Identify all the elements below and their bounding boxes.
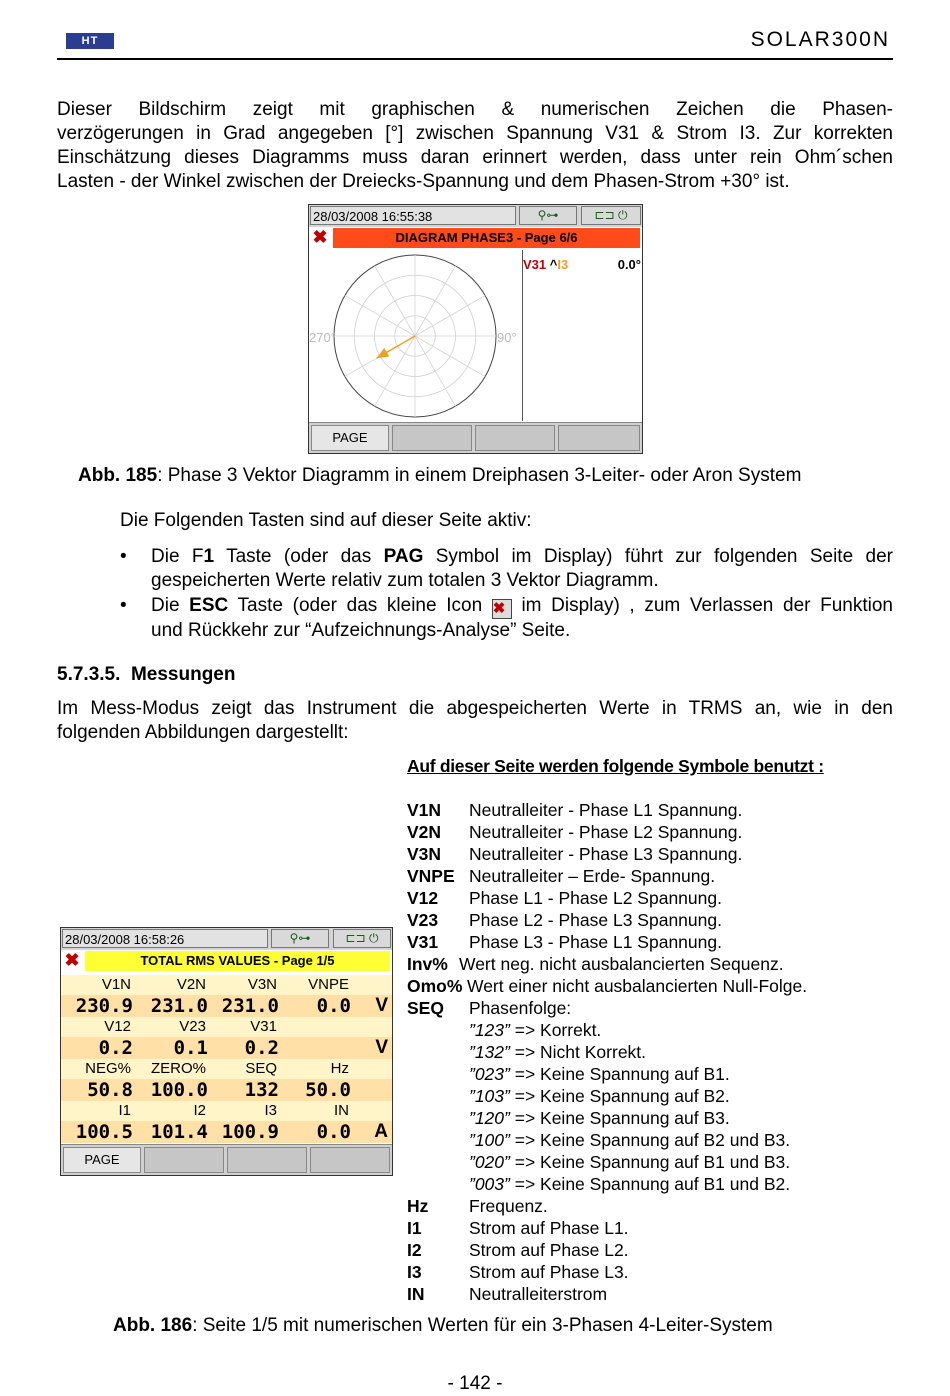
symbol-row (407, 1173, 887, 1195)
rms-label: Hz (330, 1060, 349, 1077)
function-bar (309, 422, 642, 453)
caption-186-text: : Seite 1/5 mit numerischen Werten für ein 3-Phasen 4-Leiter-System (192, 1315, 773, 1336)
rms-value: 231.0 (150, 995, 208, 1017)
rms-label: NEG% (85, 1060, 131, 1077)
section-heading (57, 663, 235, 687)
grid-spoke (375, 266, 416, 336)
f4-button[interactable] (558, 425, 640, 451)
label-90: 90° (497, 330, 517, 345)
close-icon[interactable]: ✖ (62, 951, 82, 970)
polar-diagram (309, 250, 522, 421)
symbol-description: Phase L3 - Phase L1 Spannung. (469, 932, 722, 952)
angle-readout (523, 257, 641, 272)
caption-186-number: Abb. 186 (113, 1315, 193, 1336)
logo-text: HT (81, 35, 99, 47)
intro-line: Dieser Bildschirm zeigt mit graphischen & numerischen Zeichen die Phasen- (57, 99, 893, 120)
f1-page-button[interactable]: PAGE (63, 1147, 141, 1173)
rms-value: 0.0 (316, 995, 351, 1017)
symbols-heading: Auf dieser Seite werden folgende Symbole benutzt : (407, 756, 824, 776)
symbol-row (407, 865, 887, 887)
f3-button[interactable] (475, 425, 555, 451)
bullet-dot: • (120, 546, 127, 567)
keys-intro: Die Folgenden Tasten sind auf dieser Seite aktiv: (120, 510, 532, 531)
symbol-row (407, 843, 887, 865)
rms-value: 50.0 (305, 1079, 351, 1101)
angle-sep: ^ (549, 257, 558, 272)
intro-line: Einschätzung dieses Diagramms muss daran erinnert werden, dass unter rein Ohm´schen (57, 147, 893, 168)
seq-code: ”103” (469, 1086, 510, 1106)
rms-label: V31 (250, 1018, 277, 1035)
symbol-row (407, 1041, 887, 1063)
rms-value-row (61, 1121, 392, 1143)
symbol-row (407, 1151, 887, 1173)
symbol-description (469, 1173, 790, 1195)
title-bar (309, 227, 642, 249)
intro-line: verzögerungen in Grad angegeben [°] zwischen Spannung V31 & Strom I3. Zur korrekten (57, 123, 893, 144)
probe-icon: ⚲⊶ (271, 929, 329, 948)
rms-label: I2 (193, 1102, 206, 1119)
section-paragraph (57, 697, 893, 745)
seq-meaning: => Keine Spannung auf B3. (509, 1108, 730, 1128)
symbol-code: I2 (407, 1240, 422, 1260)
f2-button[interactable] (392, 425, 472, 451)
rms-value-row (61, 1079, 392, 1101)
voltage-label: V31 (523, 257, 547, 272)
seq-code: ”023” (469, 1064, 510, 1084)
symbol-row (407, 953, 887, 975)
symbol-description: Wert einer nicht ausbalancierten Null-Folge. (467, 976, 808, 996)
screen-title: DIAGRAM PHASE3 - Page 6/6 (333, 228, 640, 248)
rms-value: 0.2 (244, 1037, 279, 1059)
device-screen-rms-values (60, 927, 393, 1176)
model-name: SOLAR300N (750, 28, 890, 51)
symbol-code: SEQ (407, 998, 444, 1018)
rms-label: V23 (179, 1018, 206, 1035)
seq-code: ”003” (469, 1174, 510, 1194)
caption-185-text: : Phase 3 Vektor Diagramm in einem Dreiphasen 3-Leiter- oder Aron System (157, 465, 802, 486)
symbol-description (469, 1129, 790, 1151)
rms-label: V1N (101, 976, 131, 993)
screen-title: TOTAL RMS VALUES - Page 1/5 (85, 951, 390, 971)
symbol-code: I3 (407, 1262, 422, 1282)
caption-185 (78, 464, 898, 488)
symbol-code: V1N (407, 800, 442, 820)
device-screen-phase-diagram (308, 204, 643, 454)
angle-value: 0.0° (617, 257, 641, 272)
bullet-item (120, 594, 893, 643)
seq-meaning: => Nicht Korrekt. (509, 1042, 647, 1062)
symbol-code: V12 (407, 888, 439, 908)
rms-label: ZERO% (150, 1060, 206, 1077)
rms-label: I3 (264, 1102, 277, 1119)
page-number: - 142 - (447, 1373, 503, 1394)
seq-meaning: => Keine Spannung auf B1 und B3. (509, 1152, 791, 1172)
symbol-description: Wert neg. nicht ausbalancierten Sequenz. (459, 954, 784, 974)
header-rule (57, 58, 893, 60)
rms-unit: A (374, 1121, 388, 1142)
symbol-code: VNPE (407, 866, 455, 886)
symbol-code: Inv% (407, 954, 448, 974)
seq-meaning: => Keine Spannung auf B1 und B2. (509, 1174, 791, 1194)
grid-spoke (415, 336, 485, 377)
close-icon[interactable]: ✖ (310, 228, 330, 247)
symbol-code: Hz (407, 1196, 429, 1216)
status-bar (309, 205, 642, 227)
symbol-code: V23 (407, 910, 439, 930)
seq-meaning: => Keine Spannung auf B1. (509, 1064, 730, 1084)
section-para-line: Im Mess-Modus zeigt das Instrument die abgespeicherten Werte in TRMS an, wie in den (57, 698, 893, 719)
rms-unit: V (375, 995, 388, 1016)
rms-label: V3N (247, 976, 277, 993)
symbol-row (407, 1063, 887, 1085)
rms-value: 0.1 (173, 1037, 208, 1059)
rms-value: 100.5 (75, 1121, 133, 1143)
rms-label-row (61, 1101, 392, 1121)
symbol-description: Neutralleiterstrom (469, 1284, 608, 1304)
symbol-row (407, 1129, 887, 1151)
symbol-row (407, 1085, 887, 1107)
symbol-row (407, 975, 887, 997)
intro-paragraph (57, 98, 893, 194)
symbol-description: Phasenfolge: (469, 998, 572, 1018)
bullet-line: Die F1 Taste (oder das PAG Symbol im Display) führt zur folgenden Seite der (151, 546, 893, 567)
rms-label: SEQ (245, 1060, 277, 1077)
symbol-description: Neutralleiter – Erde- Spannung. (469, 866, 716, 886)
diagram-area (309, 250, 523, 421)
rms-value: 0.2 (98, 1037, 133, 1059)
rms-value: 231.0 (221, 995, 279, 1017)
rms-value: 132 (244, 1079, 279, 1101)
esc-icon: ✖ (492, 599, 512, 619)
symbol-row (407, 887, 887, 909)
symbol-row (407, 821, 887, 843)
datetime: 28/03/2008 16:58:26 (62, 929, 268, 948)
symbol-code: IN (407, 1284, 425, 1304)
rms-value: 100.9 (221, 1121, 279, 1143)
symbol-row (407, 997, 887, 1019)
symbol-code: I1 (407, 1218, 422, 1238)
seq-code: ”132” (469, 1042, 510, 1062)
symbol-description: Strom auf Phase L3. (469, 1262, 629, 1282)
seq-code: ”123” (469, 1020, 510, 1040)
symbol-description: Neutralleiter - Phase L1 Spannung. (469, 800, 743, 820)
rms-label: I1 (118, 1102, 131, 1119)
section-number: 5.7.3.5. (57, 664, 121, 685)
ht-logo (66, 33, 114, 49)
symbol-code: V31 (407, 932, 439, 952)
rms-value: 101.4 (150, 1121, 208, 1143)
symbol-description: Phase L2 - Phase L3 Spannung. (469, 910, 722, 930)
rms-label: V12 (104, 1018, 131, 1035)
seq-meaning: => Korrekt. (509, 1020, 602, 1040)
seq-meaning: => Keine Spannung auf B2. (509, 1086, 730, 1106)
grid-spoke (345, 296, 415, 337)
section-para-line: folgenden Abbildungen dargestellt: (57, 722, 349, 743)
caption-186 (113, 1314, 913, 1338)
symbol-row (407, 1019, 887, 1041)
f4-button[interactable] (310, 1147, 390, 1173)
symbol-description: Phase L1 - Phase L2 Spannung. (469, 888, 722, 908)
symbol-row (407, 1239, 887, 1261)
rms-value: 0.0 (316, 1121, 351, 1143)
symbol-description: Neutralleiter - Phase L3 Spannung. (469, 844, 743, 864)
symbol-description (469, 1151, 790, 1173)
symbol-row (407, 931, 887, 953)
current-label: I3 (557, 257, 569, 272)
f2-button[interactable] (144, 1147, 224, 1173)
seq-code: ”120” (469, 1108, 510, 1128)
title-bar (61, 950, 392, 972)
grid-spoke (415, 296, 485, 337)
battery-plug-icon: ⊏⊐ ⏻ (581, 206, 641, 225)
datetime: 28/03/2008 16:55:38 (310, 206, 516, 225)
bullet-line: Die ESC Taste (oder das kleine Icon ✖ im Display) , zum Verlassen der Funktion (151, 595, 893, 617)
symbol-row (407, 1217, 887, 1239)
seq-code: ”020” (469, 1152, 510, 1172)
rms-label: V2N (176, 976, 206, 993)
symbol-description (469, 1085, 730, 1107)
symbol-description (469, 1107, 730, 1129)
symbol-row (407, 1261, 887, 1283)
rms-value: 100.0 (150, 1079, 208, 1101)
rms-label: IN (334, 1102, 349, 1119)
rms-value-row (61, 995, 392, 1017)
rms-label-row (61, 1017, 392, 1037)
rms-table (61, 975, 392, 1143)
symbol-description (469, 1041, 646, 1063)
bullet-line: gespeicherten Werte relativ zum totalen 3 Vektor Diagramm. (151, 570, 659, 591)
section-title: Messungen (130, 664, 236, 685)
symbol-row (407, 1107, 887, 1129)
seq-meaning: => Keine Spannung auf B2 und B3. (509, 1130, 791, 1150)
grid-spoke (415, 336, 456, 406)
f3-button[interactable] (227, 1147, 307, 1173)
symbol-row (407, 1195, 887, 1217)
symbol-row (407, 799, 887, 821)
bullet-dot: • (120, 595, 127, 616)
label-270: 270° (309, 330, 336, 345)
f1-page-button[interactable]: PAGE (311, 425, 389, 451)
symbol-description: Neutralleiter - Phase L2 Spannung. (469, 822, 743, 842)
bullet-item (120, 545, 893, 593)
intro-line: Lasten - der Winkel zwischen der Dreiecks-Spannung und dem Phasen-Strom +30° ist. (57, 171, 790, 192)
grid-spoke (415, 266, 456, 336)
symbol-description: Strom auf Phase L2. (469, 1240, 629, 1260)
rms-label-row (61, 1059, 392, 1079)
symbol-description: Strom auf Phase L1. (469, 1218, 629, 1238)
symbols-list (407, 799, 887, 1305)
symbol-row (407, 909, 887, 931)
rms-unit: V (375, 1037, 388, 1058)
symbol-description: Frequenz. (469, 1196, 548, 1216)
symbol-code: Omo% (407, 976, 463, 996)
symbol-code: V3N (407, 844, 442, 864)
symbol-description (469, 1019, 601, 1041)
rms-value-row (61, 1037, 392, 1059)
status-bar (61, 928, 392, 950)
rms-value: 50.8 (87, 1079, 133, 1101)
function-bar (61, 1144, 392, 1175)
probe-icon: ⚲⊶ (519, 206, 577, 225)
caption-185-number: Abb. 185 (78, 465, 158, 486)
battery-plug-icon: ⊏⊐ ⏻ (333, 929, 391, 948)
bullet-line: und Rückkehr zur “Aufzeichnungs-Analyse” Seite. (151, 620, 571, 641)
grid-spoke (375, 336, 416, 406)
rms-label: VNPE (308, 976, 349, 993)
seq-code: ”100” (469, 1130, 510, 1150)
symbol-description (469, 1063, 730, 1085)
symbol-row (407, 1283, 887, 1305)
rms-value: 230.9 (75, 995, 133, 1017)
symbol-code: V2N (407, 822, 442, 842)
rms-label-row (61, 975, 392, 995)
